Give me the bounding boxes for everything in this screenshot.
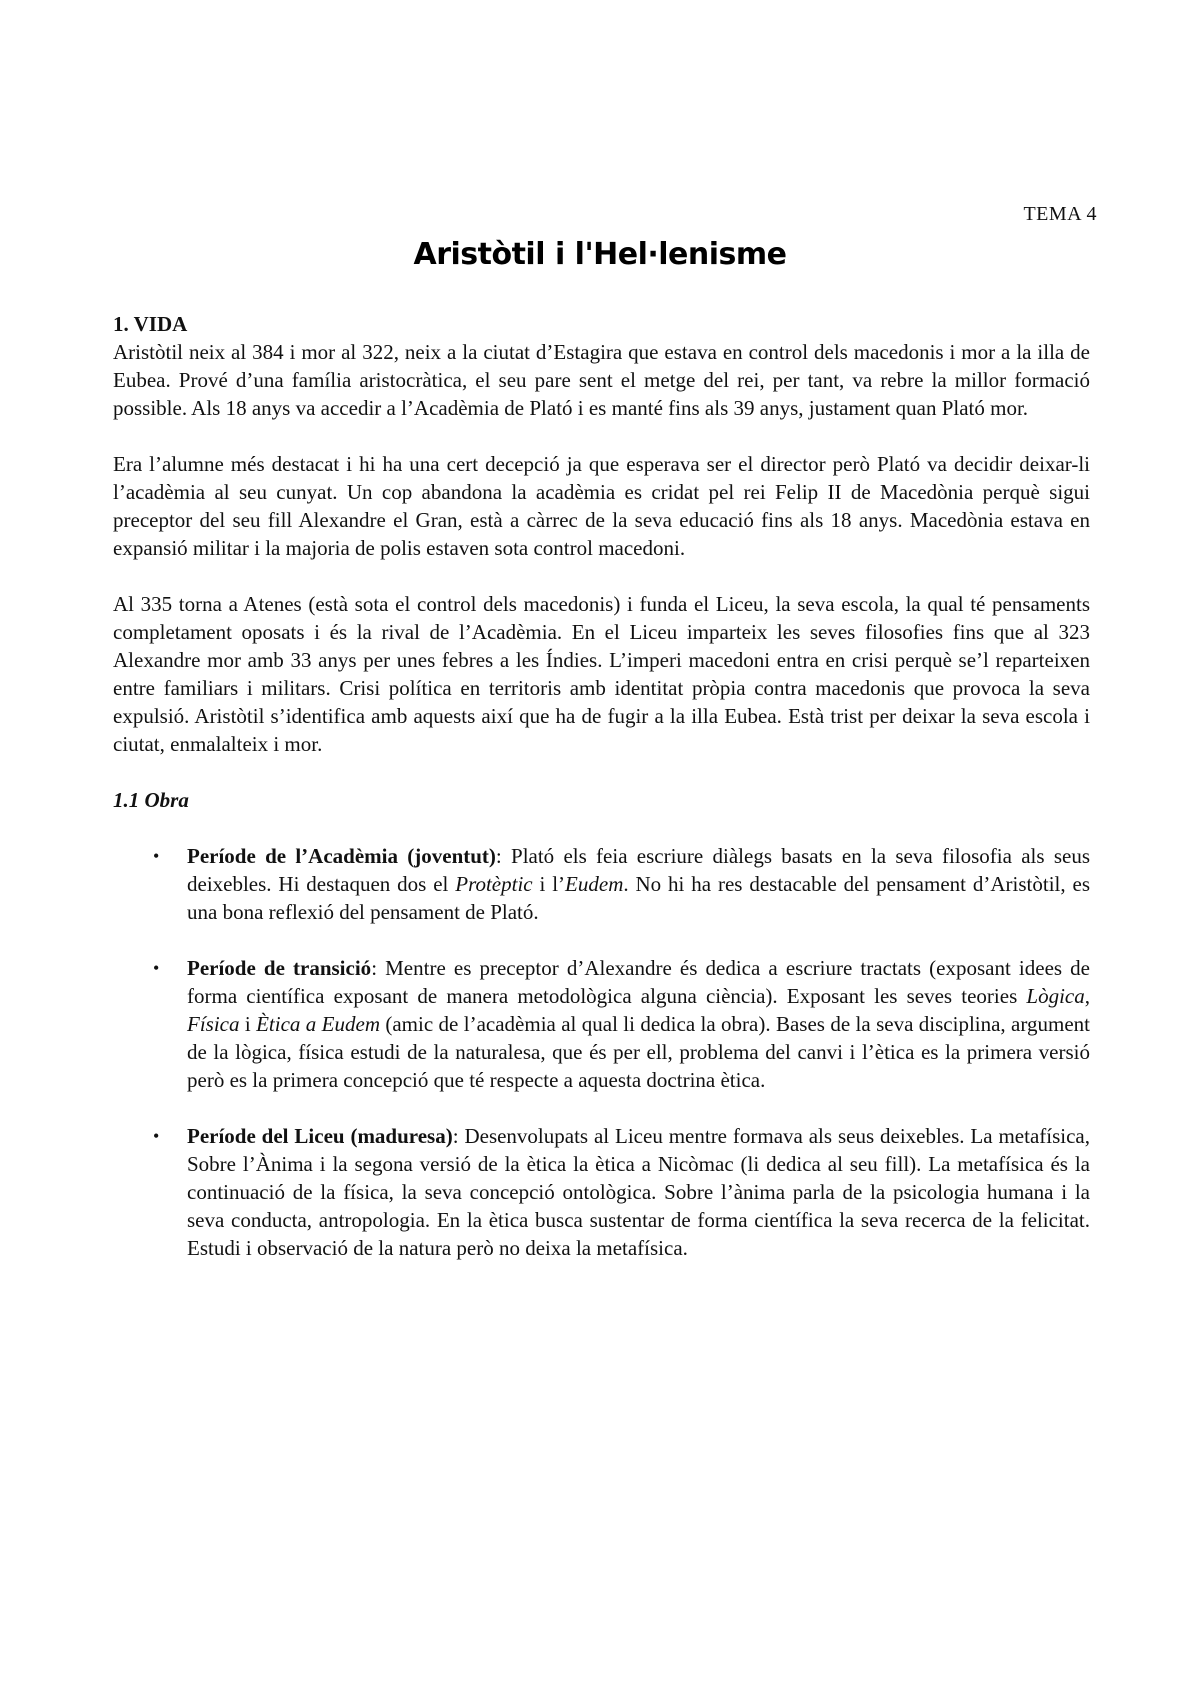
obra-list: [113, 842, 1090, 1262]
period-label: Període del Liceu (maduresa): [187, 1124, 453, 1148]
subsection-heading-obra: 1.1 Obra: [113, 788, 189, 812]
work-title: Protèptic: [455, 872, 533, 896]
list-item: [113, 842, 1090, 926]
item-text: : Mentre es preceptor d’Alexandre és dedica a escriure tractats (exposant idees de forma científica exposant de manera metodològica alguna ciència). Exposant les seves teories: [187, 956, 1090, 1008]
item-text: i: [239, 1012, 257, 1036]
item-text: (amic de l’acadèmia al qual li dedica la obra). Bases de la seva disciplina, argument de la lògica, física estudi de la naturalesa, que és per ell, problema del canvi i l’ètica es la primera versió però es la primera concepció que té respecte a aquesta doctrina ètica.: [187, 1012, 1090, 1092]
section-heading-vida: 1. VIDA: [113, 312, 188, 336]
item-text: i l’: [532, 872, 566, 896]
item-text: . No hi ha res destacable del pensament d’Aristòtil, es una bona reflexió del pensament de Plató.: [187, 872, 1090, 924]
tema-label: TEMA 4: [1023, 203, 1097, 225]
period-label: Període de transició: [187, 956, 372, 980]
paragraph-3: Al 335 torna a Atenes (està sota el control dels macedonis) i funda el Liceu, la seva escola, la qual té pensaments completament oposats i és la rival de l’Acadèmia. En el Liceu imparteix les seves filosofies fins que al 323 Alexandre mor amb 33 anys per unes febres a les Índies. L’imperi macedoni entra en crisi perquè se’l reparteixen entre familiars i militars. Crisi política en territoris amb identitat pròpia contra macedonis que provoca la seva expulsió. Aristòtil s’identifica amb aquests així que ha de fugir a la illa Eubea. Està trist per deixar la seva escola i ciutat, enmalalteix i mor.: [113, 592, 1090, 756]
period-label: Període de l’Acadèmia (joventut): [187, 844, 496, 868]
work-title: Ètica a Eudem: [256, 1012, 380, 1036]
item-text: : Plató els feia escriure diàlegs basats en la seva filosofia als seus deixebles. Hi destaquen dos el: [187, 844, 1090, 896]
work-title: Eudem: [565, 872, 624, 896]
item-text: ,: [1084, 984, 1090, 1008]
list-item: [113, 954, 1090, 1094]
item-text: : Desenvolupats al Liceu mentre formava als seus deixebles. La metafísica, Sobre l’Ànima i la segona versió de la ètica la ètica a Nicòmac (li dedica al seu fill). La metafísica és la continuació de la física, la seva concepció ontològica. Sobre l’ànima parla de la psicologia humana i la seva conducta, antropologia. En la ètica busca sustentar de forma científica la seva recerca de la felicitat. Estudi i observació de la natura però no deixa la metafísica.: [187, 1124, 1091, 1260]
paragraph-1: Aristòtil neix al 384 i mor al 322, neix a la ciutat d’Estagira que estava en control dels macedonis i mor a la illa de Eubea. Prové d’una família aristocràtica, el seu pare sent el metge del rei, per tant, va rebre la millor formació possible. Als 18 anys va accedir a l’Acadèmia de Plató i es manté fins als 39 anys, justament quan Plató mor.: [113, 340, 1090, 420]
bullet-icon: •: [153, 846, 160, 866]
list-item: [113, 1122, 1090, 1262]
paragraph-2: Era l’alumne més destacat i hi ha una cert decepció ja que esperava ser el director però Plató va decidir deixar-li l’acadèmia al seu cunyat. Un cop abandona la acadèmia es cridat pel rei Felip II de Macedònia perquè sigui preceptor del seu fill Alexandre el Gran, està a càrrec de la seva educació fins als 18 anys. Macedònia estava en expansió militar i la majoria de polis estaven sota control macedoni.: [113, 452, 1090, 560]
document-body: [113, 310, 1090, 1290]
bullet-icon: •: [153, 1126, 160, 1146]
work-title: Física: [187, 1012, 240, 1036]
bullet-icon: •: [153, 958, 160, 978]
work-title: Lògica: [1026, 984, 1085, 1008]
page-title: Aristòtil i l'Hel·lenisme: [413, 237, 787, 272]
